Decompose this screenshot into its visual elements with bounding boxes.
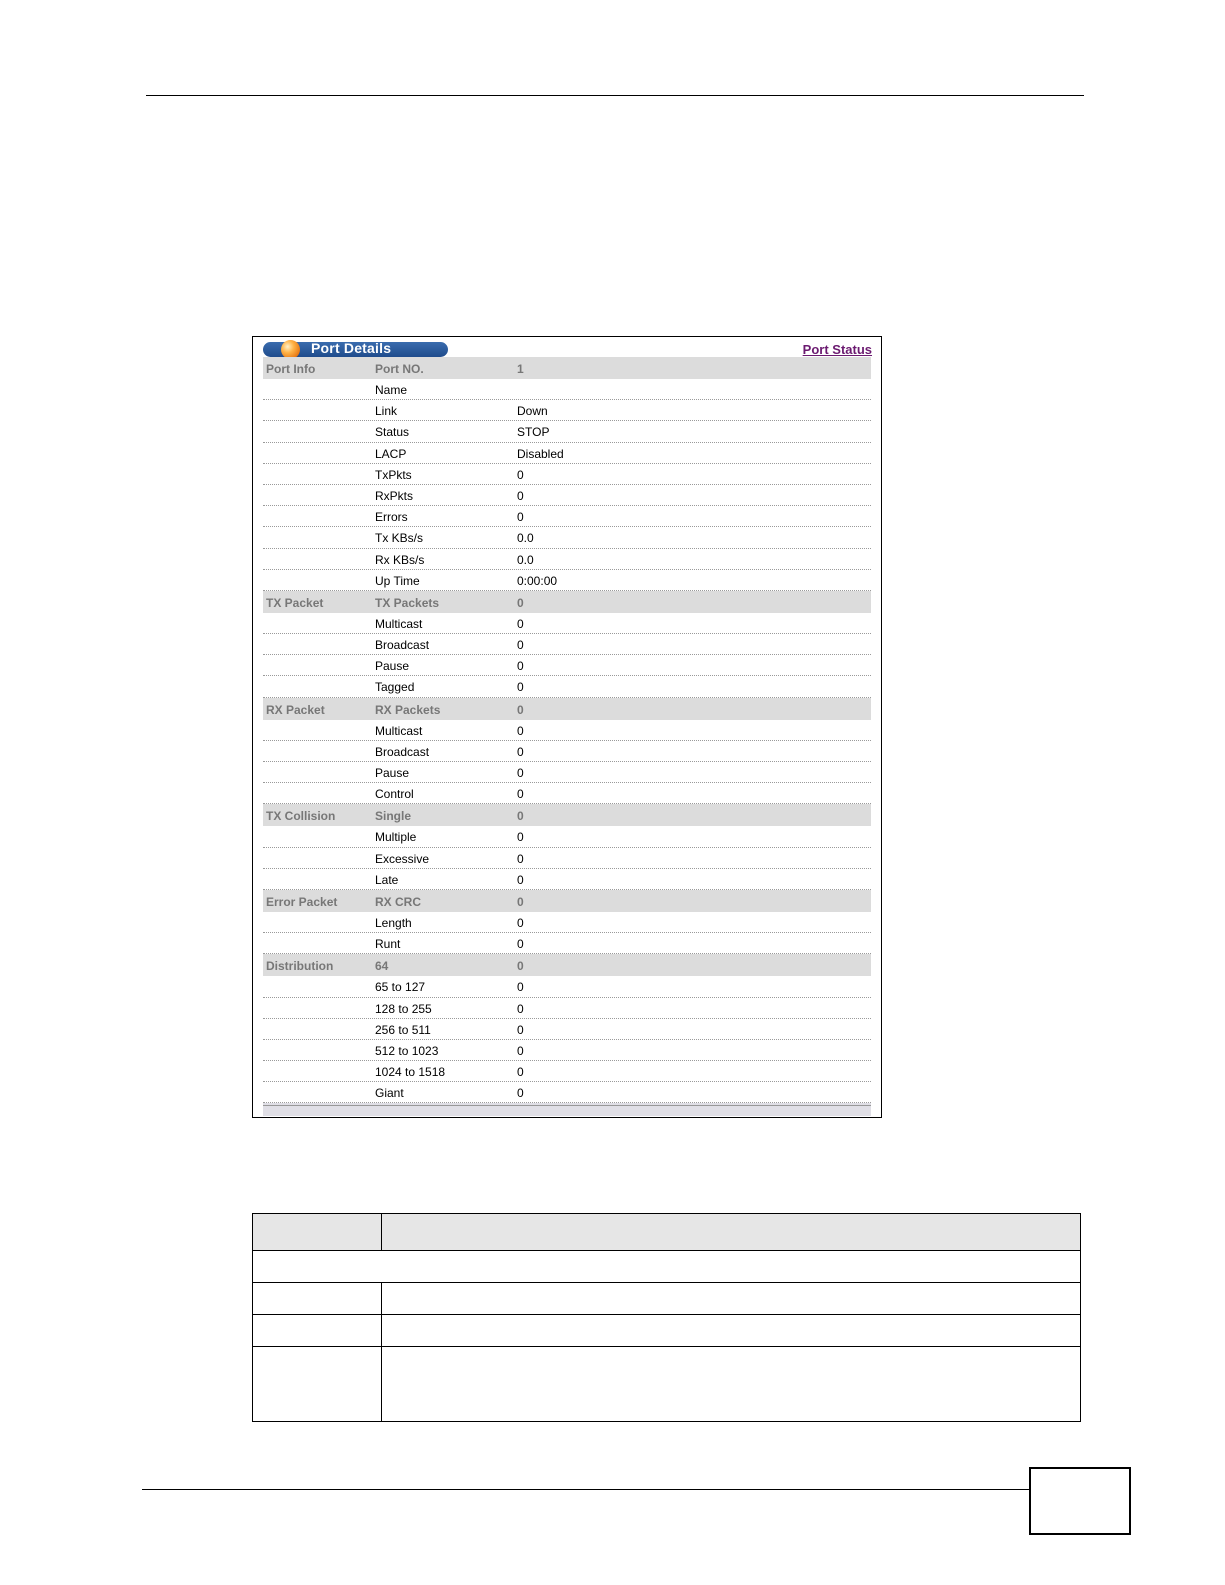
description-table <box>252 1213 1081 1422</box>
table-row <box>263 655 871 676</box>
port-details-table <box>263 357 871 1116</box>
field-value: 0 <box>517 915 524 930</box>
field-value: 0 <box>517 959 524 974</box>
description-header-cell <box>382 1214 1081 1251</box>
field-value: 0 <box>517 1065 524 1080</box>
table-row <box>263 379 871 400</box>
field-label: TX Packets <box>375 595 440 610</box>
description-cell <box>382 1315 1081 1347</box>
group-label: Distribution <box>266 959 334 974</box>
field-value: 0 <box>517 616 524 631</box>
field-value: 0 <box>517 766 524 780</box>
header-rule <box>146 95 1084 96</box>
table-row <box>263 1082 871 1103</box>
field-label: Up Time <box>375 573 420 588</box>
table-row <box>263 826 871 847</box>
field-label: Tx KBs/s <box>375 531 424 546</box>
field-value: 0 <box>517 744 524 759</box>
description-row <box>253 1347 1081 1422</box>
panel-title-bar <box>263 342 448 357</box>
field-value: 0 <box>517 830 524 845</box>
field-value: 0 <box>517 1001 524 1016</box>
table-row <box>263 549 871 570</box>
table-row <box>263 634 871 655</box>
field-value: 0:00:00 <box>517 573 558 588</box>
field-label: 64 <box>375 959 389 974</box>
field-label: Multicast <box>375 723 423 738</box>
table-row <box>263 869 871 890</box>
table-bottom-rule <box>263 1105 871 1106</box>
field-value: 0 <box>517 702 524 717</box>
label-cell <box>253 1315 382 1347</box>
description-cell <box>382 1283 1081 1315</box>
table-row <box>263 1019 871 1040</box>
table-group-header-row <box>263 698 871 720</box>
field-value: Disabled <box>517 446 564 461</box>
table-row <box>263 527 871 548</box>
table-row <box>263 720 871 741</box>
table-group-header-row <box>263 804 871 826</box>
field-label: Tagged <box>375 680 415 695</box>
field-label: Late <box>375 872 399 887</box>
field-value: 0 <box>517 723 524 738</box>
field-label: 256 to 511 <box>375 1022 431 1037</box>
field-label: Excessive <box>375 851 430 866</box>
field-value: 0 <box>517 980 524 995</box>
field-value: 0 <box>517 937 524 952</box>
field-label: 1024 to 1518 <box>375 1065 446 1080</box>
table-row <box>263 421 871 442</box>
field-label: Name <box>375 383 408 397</box>
field-value: 0 <box>517 894 524 909</box>
group-label: Port Info <box>266 362 316 376</box>
description-cell <box>382 1347 1081 1422</box>
field-label: Pause <box>375 659 410 674</box>
field-value: 0 <box>517 638 524 653</box>
field-value: 0 <box>517 872 524 887</box>
table-row <box>263 933 871 954</box>
field-value: 0 <box>517 595 524 610</box>
table-row <box>263 762 871 783</box>
field-label: RxPkts <box>375 488 414 503</box>
field-value: 0 <box>517 1022 524 1037</box>
table-row <box>263 783 871 804</box>
panel-title: Port Details <box>311 340 392 356</box>
description-row <box>253 1315 1081 1347</box>
footer-rule <box>142 1489 1030 1490</box>
group-label: RX Packet <box>266 702 325 717</box>
field-value: Down <box>517 404 548 419</box>
field-label: Length <box>375 915 412 930</box>
field-label: Single <box>375 809 412 824</box>
table-row <box>263 613 871 634</box>
table-row <box>263 464 871 485</box>
label-cell <box>253 1283 382 1315</box>
field-label: Pause <box>375 766 410 780</box>
group-label: TX Packet <box>266 595 324 610</box>
label-header-cell <box>253 1214 382 1251</box>
field-label: Giant <box>375 1086 404 1101</box>
field-label: 128 to 255 <box>375 1001 432 1016</box>
group-label: TX Collision <box>266 809 336 824</box>
table-row <box>263 676 871 697</box>
field-value: 0.0 <box>517 552 534 567</box>
table-group-header-row <box>263 890 871 912</box>
field-value: 0 <box>517 510 524 525</box>
field-value: 0 <box>517 1043 524 1058</box>
field-value: 0 <box>517 488 524 503</box>
field-label: 512 to 1023 <box>375 1043 439 1058</box>
field-value: 1 <box>517 362 524 376</box>
field-value: 0 <box>517 787 524 802</box>
port-details-screen <box>252 336 882 1118</box>
field-label: Multicast <box>375 616 423 631</box>
field-value: 0 <box>517 1086 524 1101</box>
field-label: Broadcast <box>375 744 430 759</box>
table-row <box>263 998 871 1019</box>
field-label: LACP <box>375 446 407 461</box>
field-label: Multiple <box>375 830 417 845</box>
field-value: 0 <box>517 659 524 674</box>
field-label: Status <box>375 425 410 440</box>
table-row <box>263 506 871 527</box>
field-label: 65 to 127 <box>375 980 426 995</box>
field-label: Runt <box>375 937 401 952</box>
table-row <box>263 485 871 506</box>
table-group-header-row <box>263 591 871 613</box>
field-label: Link <box>375 404 398 419</box>
description-row <box>253 1283 1081 1315</box>
port-status-link[interactable]: Port Status <box>802 342 872 357</box>
field-value: 0 <box>517 809 524 824</box>
table-row <box>263 1040 871 1061</box>
table-row <box>263 912 871 933</box>
table-row <box>263 848 871 869</box>
section-cell <box>253 1251 1081 1283</box>
field-label: Control <box>375 787 414 802</box>
page-number-box <box>1029 1467 1131 1535</box>
field-value: STOP <box>517 425 550 440</box>
table-row <box>263 400 871 421</box>
label-cell <box>253 1347 382 1422</box>
table-row <box>263 570 871 591</box>
table-row <box>263 976 871 997</box>
field-label: TxPkts <box>375 467 412 482</box>
field-value: 0 <box>517 851 524 866</box>
table-group-header-row <box>263 357 871 379</box>
table-row <box>263 741 871 762</box>
field-label: Broadcast <box>375 638 430 653</box>
field-label: Port NO. <box>375 362 424 376</box>
field-label: Rx KBs/s <box>375 552 425 567</box>
field-label: Errors <box>375 510 408 525</box>
description-header-row <box>253 1214 1081 1251</box>
table-row <box>263 1061 871 1082</box>
table-row <box>263 443 871 464</box>
field-value: 0.0 <box>517 531 534 546</box>
field-value: 0 <box>517 680 524 695</box>
field-label: RX CRC <box>375 894 422 909</box>
field-label: RX Packets <box>375 702 441 717</box>
field-value: 0 <box>517 467 524 482</box>
table-group-header-row <box>263 954 871 976</box>
description-section-row <box>253 1251 1081 1283</box>
group-label: Error Packet <box>266 894 338 909</box>
